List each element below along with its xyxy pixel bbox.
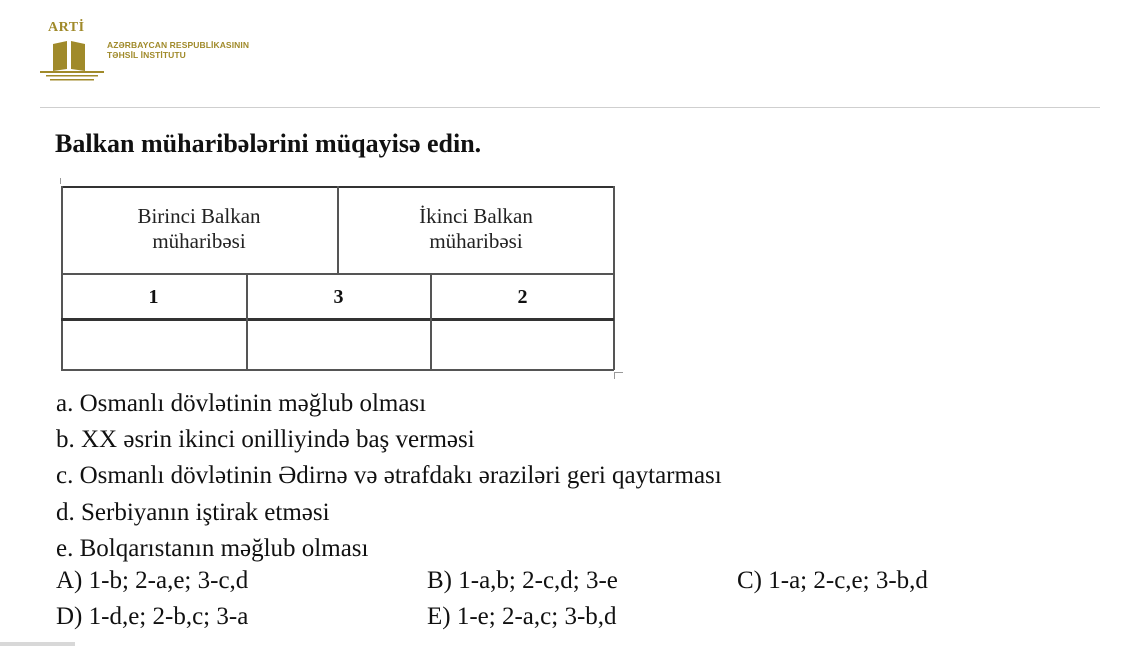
table-answer-cell-1 (63, 321, 246, 369)
question-title: Balkan müharibələrini müqayisə edin. (55, 129, 482, 158)
statement-b: b. XX əsrin ikinci onilliyində baş verməsi (56, 426, 475, 454)
statements-list (56, 386, 722, 567)
statement-d: d. Serbiyanın iştirak etməsi (56, 498, 330, 526)
org-name-line1: AZƏRBAYCAN RESPUBLİKASININ (107, 40, 250, 50)
answer-choice-c[interactable]: C) 1-a; 2-c,e; 3-b,d (737, 567, 928, 594)
book-icon (52, 41, 86, 71)
table-answer-cell-2 (432, 321, 613, 369)
statement-e: e. Bolqarıstanın məğlub olması (56, 534, 369, 562)
org-name-line2: TƏHSİL İNSTİTUTU (107, 50, 186, 60)
logo-text: ARTİ (48, 20, 85, 35)
arti-logo (40, 20, 104, 82)
organization-name (107, 40, 249, 60)
table-answer-cell-3 (248, 321, 430, 369)
comparison-table (61, 186, 614, 370)
table-corner-mark-bottom-right (614, 372, 623, 379)
answer-choice-a[interactable]: A) 1-b; 2-a,e; 3-c,d (56, 567, 249, 594)
answer-choice-e[interactable]: E) 1-e; 2-a,c; 3-b,d (427, 603, 617, 630)
answer-choice-d[interactable]: D) 1-d,e; 2-b,c; 3-a (56, 603, 249, 630)
table-corner-mark-top-left (57, 178, 61, 184)
header-divider (40, 107, 1100, 108)
answer-choice-b[interactable]: B) 1-a,b; 2-c,d; 3-e (427, 567, 618, 594)
table-column-2: 2 (517, 286, 528, 308)
table-header-first-war: Birinci Balkan müharibəsi (137, 204, 261, 253)
table-border-bottom (61, 369, 614, 371)
table-column-1: 1 (148, 286, 159, 308)
logo-underline-icon (40, 71, 104, 83)
statement-a: a. Osmanlı dövlətinin məğlub olması (56, 390, 427, 417)
table-column-3: 3 (333, 286, 344, 308)
video-progress-bar (0, 642, 75, 646)
statement-c: c. Osmanlı dövlətinin Ədirnə və ətrafdakı əraziləri geri qaytarması (56, 462, 722, 490)
table-header-second-war: İkinci Balkan müharibəsi (419, 204, 533, 253)
